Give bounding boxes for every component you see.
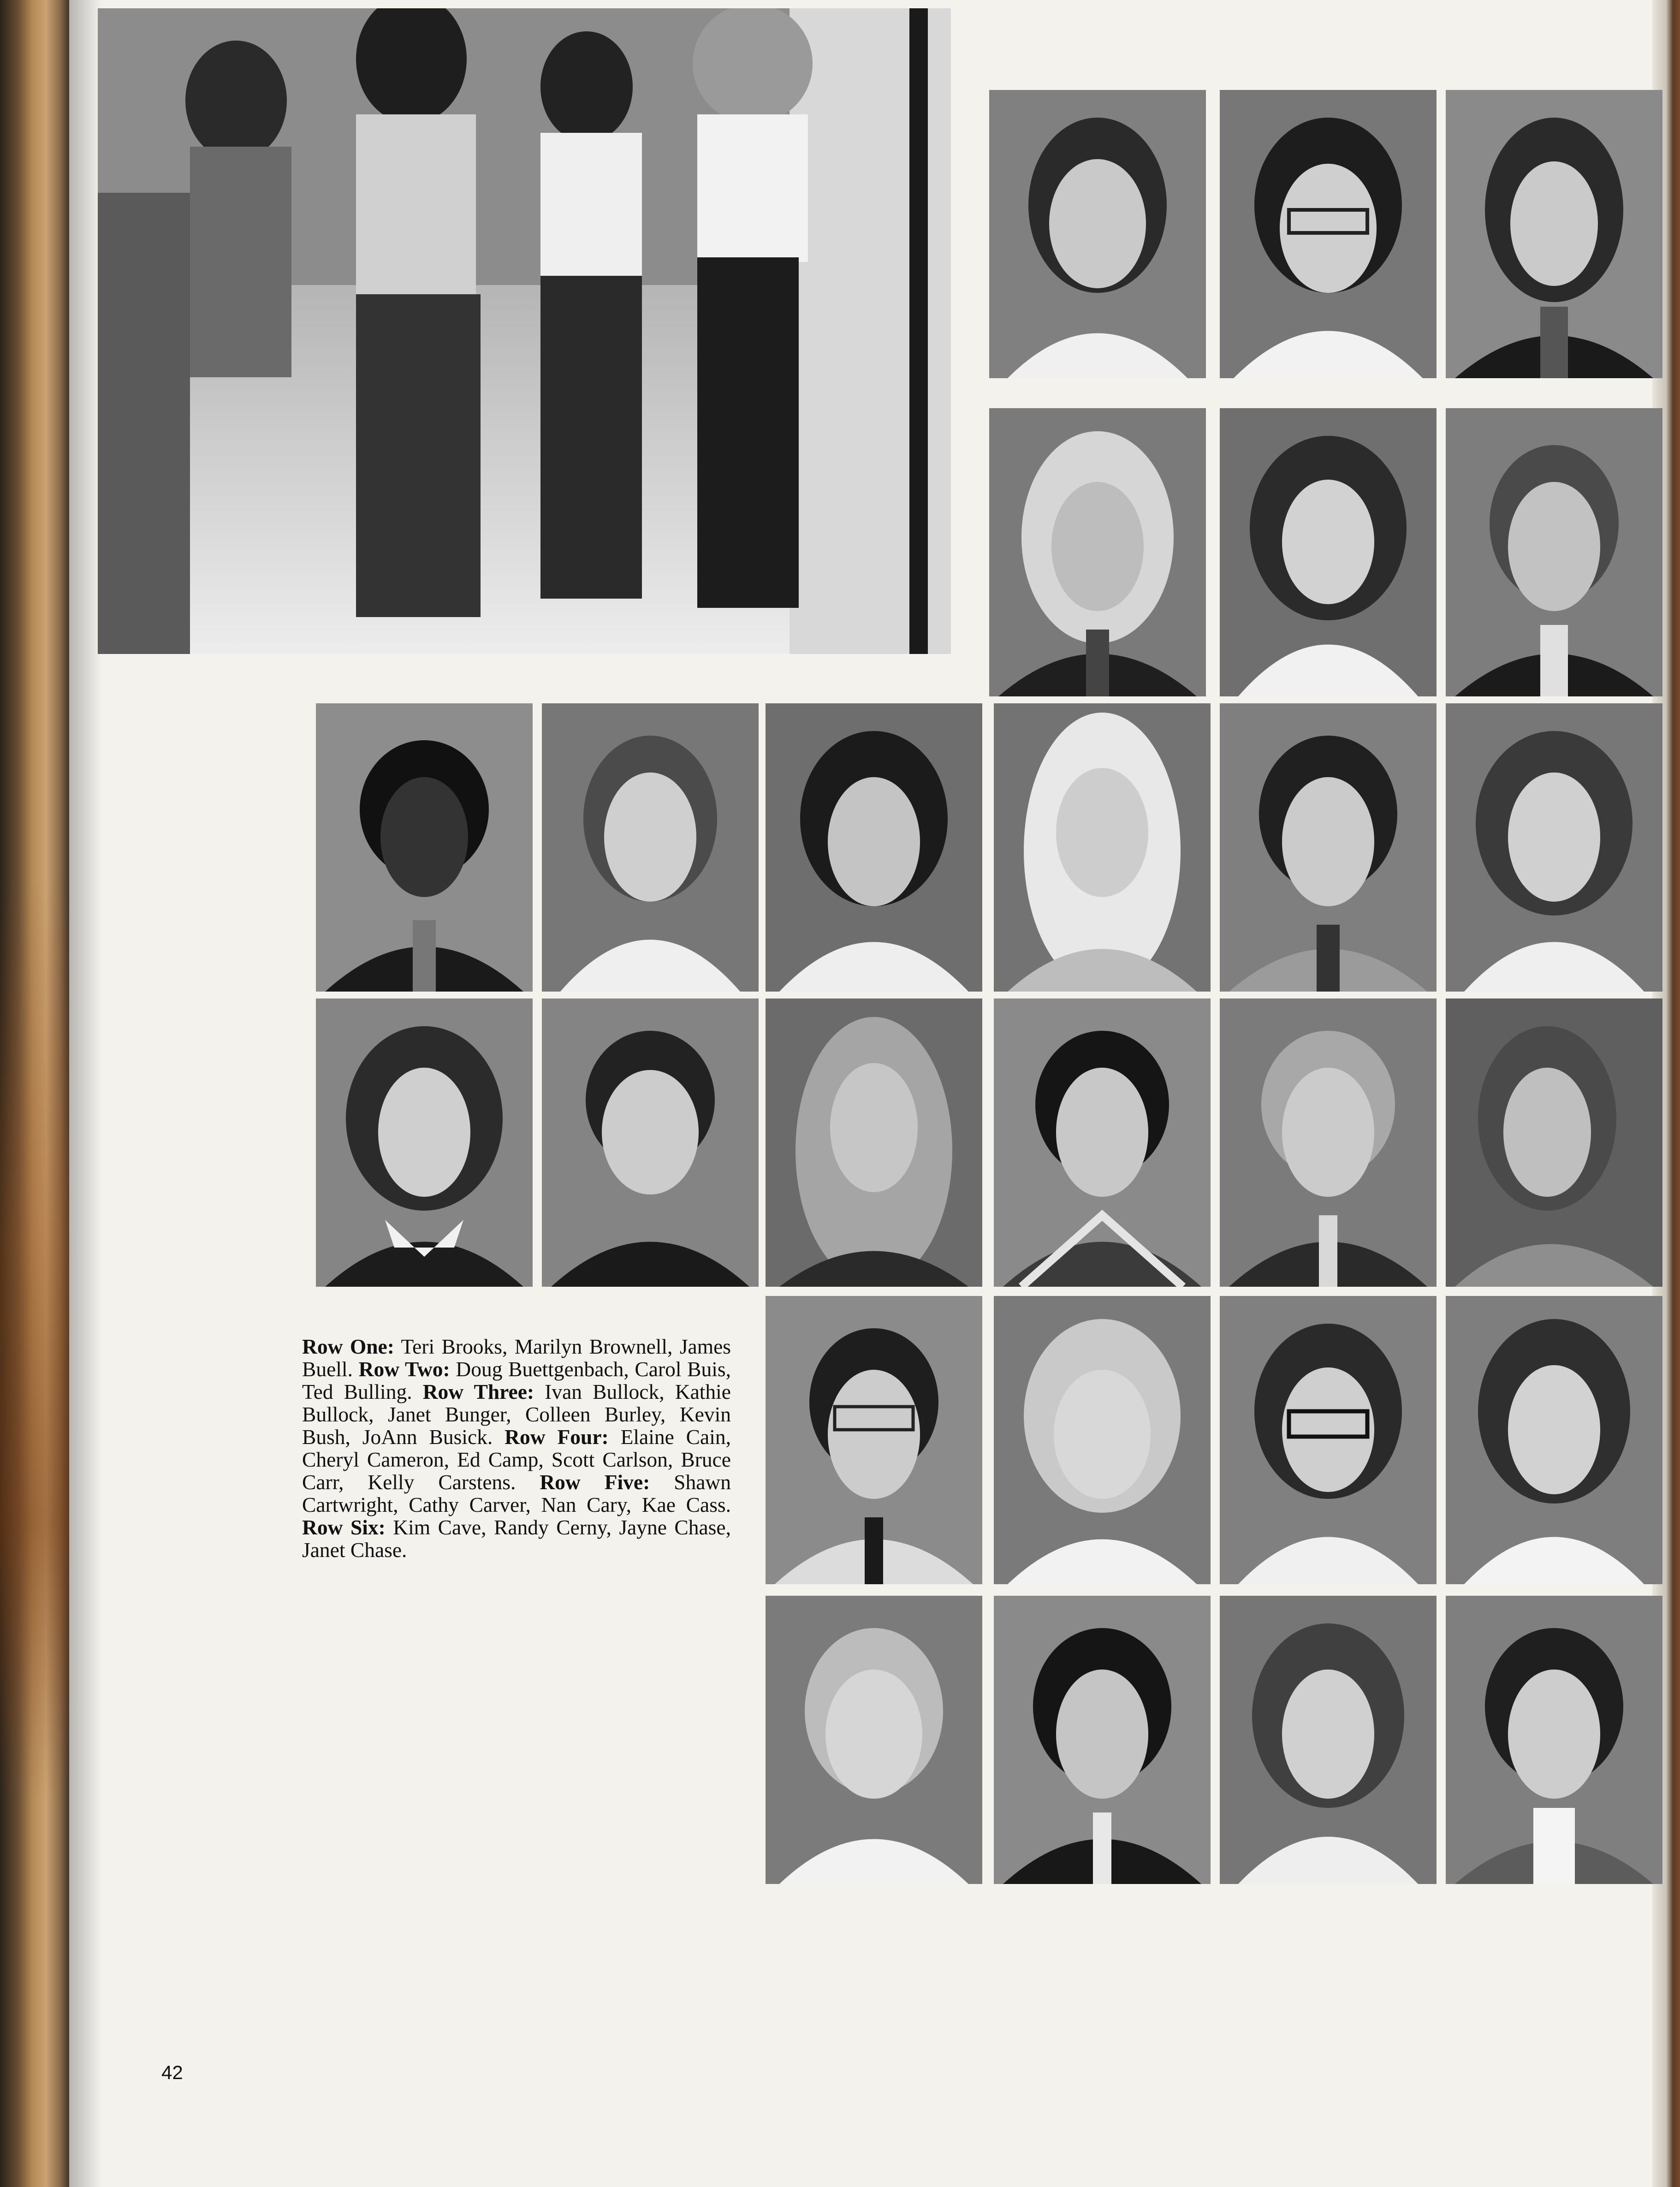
caption-row-label: Row Three: [422, 1380, 534, 1403]
portrait-row2-1 [989, 408, 1206, 696]
caption-row-label: Row Five: [540, 1470, 650, 1494]
candid-photo [98, 8, 951, 654]
page-gutter-shadow [69, 0, 101, 2187]
caption-row-names: Shawn Cartwright, Cathy Carver, Nan Cary, Kae Cass. [302, 1470, 731, 1516]
page-number: 42 [161, 2062, 183, 2083]
caption-row-names: Elaine Cain, Cheryl Cameron, Ed Camp, Scott Carlson, Bruce Carr, Kelly Carstens. [302, 1425, 731, 1494]
portrait-row3-6 [1446, 703, 1662, 992]
portrait-row4-4 [994, 998, 1211, 1287]
portrait-row6-3 [1220, 1596, 1437, 1884]
caption-row-label: Row One: [302, 1335, 394, 1358]
portrait-row2-2 [1220, 408, 1437, 696]
caption-row-names: Doug Buettgenbach, Carol Buis, Ted Bulling. [302, 1357, 731, 1403]
portrait-row6-1 [766, 1596, 982, 1884]
portrait-row1-3 [1446, 90, 1662, 378]
portrait-row4-1 [316, 998, 533, 1287]
portrait-row3-5 [1220, 703, 1437, 992]
portrait-row3-2 [542, 703, 759, 992]
portrait-row3-3 [766, 703, 982, 992]
caption-row-names: Kim Cave, Randy Cerny, Jayne Chase, Janet Chase. [302, 1515, 731, 1562]
caption-row-names: Ivan Bullock, Kathie Bullock, Janet Bunger, Colleen Burley, Kevin Bush, JoAnn Busick. [302, 1380, 731, 1449]
portrait-row4-2 [542, 998, 759, 1287]
portrait-row5-1 [766, 1296, 982, 1584]
portrait-row2-3 [1446, 408, 1662, 696]
caption-text [302, 1335, 731, 1561]
caption-row-label: Row Two: [358, 1357, 450, 1381]
portrait-row5-2 [994, 1296, 1211, 1584]
portrait-row6-2 [994, 1596, 1211, 1884]
portrait-row4-6 [1446, 998, 1662, 1287]
caption-row-label: Row Six: [302, 1515, 386, 1539]
portrait-row4-3 [766, 998, 982, 1287]
portrait-row1-1 [989, 90, 1206, 378]
book-spine [0, 0, 69, 2187]
caption-row-names: Teri Brooks, Marilyn Brownell, James Buell. [302, 1335, 731, 1381]
portrait-row5-4 [1446, 1296, 1662, 1584]
portrait-row3-4 [994, 703, 1211, 992]
portrait-row3-1 [316, 703, 533, 992]
portrait-row5-3 [1220, 1296, 1437, 1584]
portrait-row1-2 [1220, 90, 1437, 378]
portrait-row4-5 [1220, 998, 1437, 1287]
portrait-row6-4 [1446, 1596, 1662, 1884]
caption-row-label: Row Four: [505, 1425, 609, 1449]
